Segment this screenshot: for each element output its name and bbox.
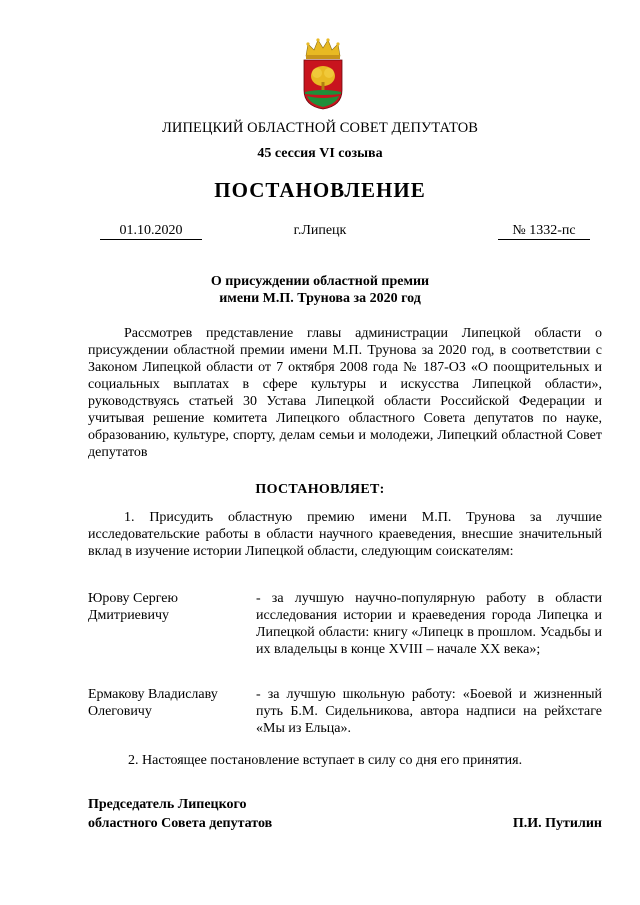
subject-line-1: О присуждении областной премии — [210, 274, 430, 289]
subject-line-2: имени М.П. Трунова за 2020 год — [219, 291, 421, 306]
signatory-name: П.И. Путилин — [512, 816, 602, 831]
award-recipient: Ермакову Владиславу Олеговичу — [88, 687, 218, 719]
item-1-paragraph: 1. Присудить областную премию имени М.П. Трунова за лучшие исследовательские работы в области научного краеведения, внесшие значительный вклад в изучение истории Липецкой области, следующим соискателям: — [88, 510, 602, 559]
document-city: г.Липецк — [293, 223, 347, 238]
award-recipient: Юрову Сергею Дмитриевичу — [88, 591, 178, 623]
preamble-paragraph: Рассмотрев представление главы администрации Липецкой области о присуждении областной премии имени М.П. Трунова за 2020 год, в соответствии с Законом Липецкой области от 7 октября 2008 года № 187-ОЗ «О поощрительных и социальных выплатах в сфере культуры и искусства Липецкой области», руководствуясь статьей 30 Устава Липецкой области Российской Федерации и учитывая решение комитета Липецкого областного Совета депутатов по науке, образованию, культуре, спорту, делам семьи и молодежи, Липецкий областной Совет депутатов — [88, 326, 602, 460]
signatory-position-line-2: областного Совета депутатов — [88, 816, 273, 831]
item-2-paragraph: 2. Настоящее постановление вступает в силу со дня его принятия. — [128, 753, 523, 768]
document-subject — [0, 273, 640, 307]
session-label: 45 сессия VI созыва — [257, 146, 383, 161]
document-number: № 1332-пс — [498, 223, 590, 240]
document-date: 01.10.2020 — [100, 223, 202, 240]
award-description: - за лучшую научно-популярную работу в области исследования истории и краеведения города Липецка и Липецкой области: книгу «Липецк в прошлом. Усадьбы и их владельцы в конце XVIII – начале XX века»; — [256, 591, 602, 657]
organization-name: ЛИПЕЦКИЙ ОБЛАСТНОЙ СОВЕТ ДЕПУТАТОВ — [161, 120, 479, 136]
award-description: - за лучшую школьную работу: «Боевой и жизненный путь Б.М. Сидельникова, автора надписи на рейхстаге «Мы из Ельца». — [256, 687, 602, 736]
document-type-title: ПОСТАНОВЛЕНИЕ — [214, 178, 426, 202]
decree-heading: ПОСТАНОВЛЯЕТ: — [255, 482, 385, 497]
signatory-position-line-1: Председатель Липецкого — [88, 797, 247, 812]
lipetsk-coat-of-arms-icon — [300, 38, 346, 110]
signatory-position — [88, 795, 348, 833]
